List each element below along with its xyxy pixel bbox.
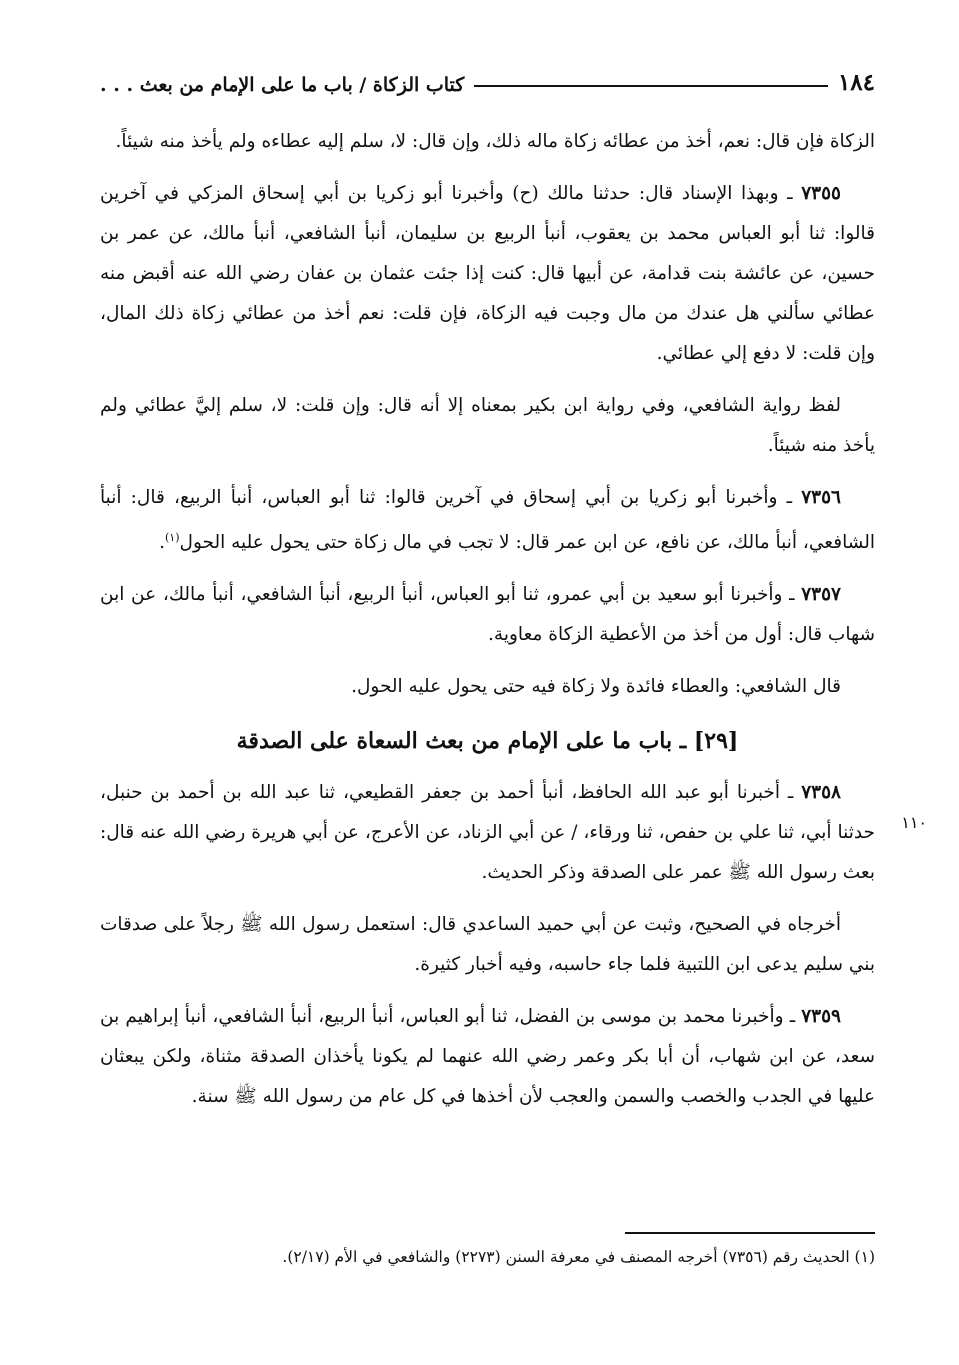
footnote: (١) الحديث رقم (٧٣٥٦) أخرجه المصنف في معرفة السنن (٢٢٧٣) والشافعي في الأم (٢/١٧). [282, 1248, 875, 1266]
running-title: كتاب الزكاة / باب ما على الإمام من بعث . . . [100, 74, 465, 96]
paragraph-text: ـ أخبرنا أبو عبد الله الحافظ، أنبأ أحمد بن جعفر القطيعي، ثنا عبد الله بن أحمد بن حنبل، حدثنا أبي، ثنا علي بن حفص، ثنا ورقاء، / عن أبي الزناد، عن الأعرج، عن أبي هريرة رضي الله عنه قال: بعث رسول الله ﷺ عمر على الصدقة وذكر الحديث. [100, 782, 875, 884]
footnote-separator [625, 1232, 875, 1234]
hadith-7358 [100, 773, 875, 893]
commentary-paragraph-2 [100, 905, 875, 985]
paragraph-text: ـ وأخبرنا أبو زكريا بن أبي إسحاق في آخرين قالوا: ثنا أبو العباس، أنبأ الربيع، قال: أنبأ الشافعي، أنبأ مالك، عن نافع، عن ابن عمر قال: لا تجب في مال زكاة حتى يحول عليه الحول [100, 487, 875, 554]
paragraph-text: لفظ رواية الشافعي، وفي رواية ابن بكير بمعناه إلا أنه قال: وإن قلت: لا، سلم إليَّ عطائي ولم يأخذ منه شيئاً. [100, 395, 875, 456]
paragraph-text: ـ وأخبرنا أبو سعيد بن أبي عمرو، ثنا أبو العباس، أنبأ الربيع، أنبأ الشافعي، أنبأ مالك، عن ابن شهاب قال: أول من أخذ من الأعطية الزكاة معاوية. [100, 584, 875, 646]
hadith-number: ٧٣٥٩ [801, 1006, 841, 1028]
margin-page-number: ١١٠ [901, 813, 927, 833]
hadith-number: ٧٣٥٧ [801, 584, 841, 606]
hadith-7355 [100, 174, 875, 374]
header-rule [474, 85, 828, 87]
hadith-number: ٧٣٥٨ [801, 782, 841, 804]
shafii-statement [100, 667, 875, 707]
page-number: ١٨٤ [837, 69, 875, 96]
commentary-paragraph [100, 386, 875, 466]
paragraph-continuation [100, 122, 875, 162]
paragraph-text: ـ وأخبرنا محمد بن موسى بن الفضل، ثنا أبو العباس، أنبأ الربيع، أنبأ الشافعي، أنبأ إبراهيم بن سعد، عن ابن شهاب، أن أبا بكر وعمر رضي الله عنهما لم يكونا يأخذان الصدقة مثناة، ولكن يبعثان عليها في الجدب والخصب والسمن والعجب لأن أخذها في كل عام من رسول الله ﷺ سنة. [100, 1006, 875, 1108]
paragraph-text: الزكاة فإن قال: نعم، أخذ من عطائه زكاة ماله ذلك، وإن قال: لا، سلم إليه عطاءه ولم يأخذ منه شيئاً. [115, 131, 875, 152]
paragraph-text: أخرجاه في الصحيح، وثبت عن أبي حميد الساعدي قال: استعمل رسول الله ﷺ رجلاً على صدقات بني سليم يدعى ابن اللتبية فلما جاء حاسبه، وفيه أخبار كثيرة. [100, 914, 875, 976]
paragraph-tail: . [159, 532, 165, 554]
hadith-7359 [100, 997, 875, 1117]
book-page [100, 60, 927, 1300]
chapter-heading: [٢٩] ـ باب ما على الإمام من بعث السعاة على الصدقة [236, 728, 739, 755]
hadith-number: ٧٣٥٦ [801, 487, 841, 508]
hadith-7357 [100, 575, 875, 655]
paragraph-text: ـ وبهذا الإسناد قال: حدثنا مالك (ح) وأخبرنا أبو زكريا بن أبي إسحاق المزكي في آخرين قالوا: ثنا أبو العباس محمد بن يعقوب، أنبأ الربيع بن سليمان، أنبأ الشافعي، أنبأ مالك، عن عمر بن حسين، عن عائشة بنت قدامة، عن أبيها قال: كنت إذا جئت عثمان بن عفان رضي الله عنه أقبض منه عطائي سألني هل عندك من مال وجبت فيه الزكاة، فإن قلت: نعم أخذ من عطائي زكاة ذلك المال، وإن قلت: لا دفع إلي عطائي. [100, 183, 875, 364]
hadith-number: ٧٣٥٥ [801, 183, 841, 204]
paragraph-text: قال الشافعي: والعطاء فائدة ولا زكاة فيه حتى يحول عليه الحول. [351, 676, 841, 698]
running-header [100, 60, 875, 96]
hadith-7356 [100, 478, 875, 563]
hadith-7358-wrapper [100, 773, 927, 893]
footnote-reference[interactable]: (١) [164, 531, 180, 544]
